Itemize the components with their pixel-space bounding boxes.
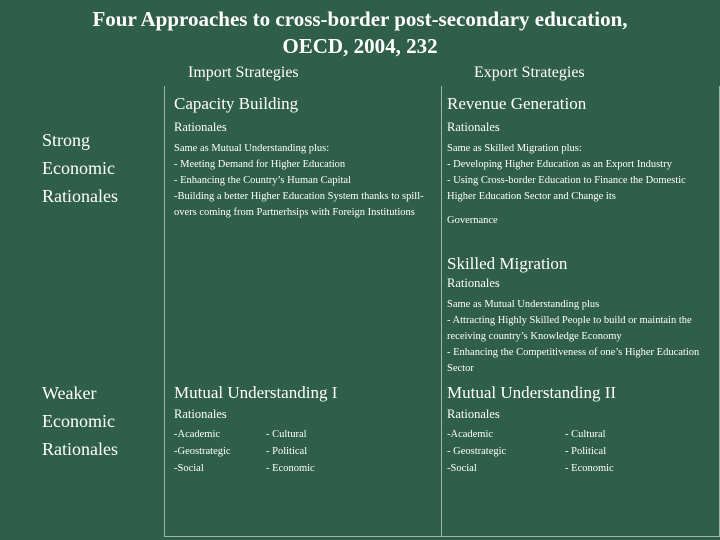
rationale-line: Same as Skilled Migration plus: <box>447 143 582 154</box>
rationale-line: - Developing Higher Education as an Export Industry <box>447 159 672 170</box>
rationale-line: - Enhancing the Country’s Human Capital <box>174 175 352 186</box>
title-line-2: OECD, 2004, 232 <box>282 34 438 58</box>
grid-divider <box>441 86 442 536</box>
row-label-line: Economic <box>42 411 115 431</box>
rationale-line: - Enhancing the Competitiveness of one’s Higher Education Sector <box>447 347 700 374</box>
capacity-rationales-list <box>174 141 434 221</box>
rationale-item: -Academic <box>447 429 494 440</box>
import-strategies-header: Import Strategies <box>188 64 299 81</box>
skilled-migration-heading: Skilled Migration <box>447 254 568 273</box>
rationale-item: - Cultural <box>266 429 307 440</box>
revenue-generation-cell <box>447 94 707 229</box>
rationale-item: -Social <box>174 463 204 474</box>
mutual-understanding-1-cell <box>174 383 434 477</box>
slide-title <box>20 6 700 60</box>
rationale-line: Same as Mutual Understanding plus: <box>174 143 330 154</box>
revenue-rationales-list <box>447 141 707 229</box>
mutual2-rationales-label: Rationales <box>447 407 500 421</box>
rationale-item: - Economic <box>266 463 315 474</box>
strong-economic-rationales-label <box>42 126 118 210</box>
rationale-item: -Geostrategic <box>174 446 231 457</box>
capacity-building-heading: Capacity Building <box>174 94 299 113</box>
title-line-1: Four Approaches to cross-border post-secondary education, <box>92 7 628 31</box>
mutual2-rationales-list <box>447 426 707 477</box>
weaker-economic-rationales-label <box>42 379 118 463</box>
rationale-line: - Meeting Demand for Higher Education <box>174 159 346 170</box>
rationale-line: - Attracting Highly Skilled People to build or maintain the receiving country’s Knowledge Economy <box>447 315 692 342</box>
row-label-line: Strong <box>42 130 91 150</box>
rationale-line: -Building a better Higher Education System thanks to spill-overs coming from Partnerhsips with Foreign Institutions <box>174 191 424 218</box>
rationale-item: - Economic <box>565 463 614 474</box>
rationale-item: - Cultural <box>565 429 606 440</box>
row-label-line: Economic <box>42 158 115 178</box>
capacity-building-cell <box>174 94 434 221</box>
skilled-migration-cell <box>447 254 707 377</box>
revenue-rationales-label: Rationales <box>447 120 500 134</box>
skilled-rationales-list <box>447 297 707 377</box>
rationale-item: -Academic <box>174 429 221 440</box>
revenue-generation-heading: Revenue Generation <box>447 94 587 113</box>
export-strategies-header: Export Strategies <box>474 64 585 81</box>
rationale-line: Governance <box>447 215 498 226</box>
row-label-line: Weaker <box>42 383 97 403</box>
row-label-line: Rationales <box>42 186 118 206</box>
rationale-item: - Political <box>266 446 308 457</box>
rationale-item: - Geostrategic <box>447 446 507 457</box>
row-label-line: Rationales <box>42 439 118 459</box>
mutual-understanding-2-heading: Mutual Understanding II <box>447 383 617 402</box>
rationale-line: Same as Mutual Understanding plus <box>447 299 600 310</box>
skilled-rationales-label: Rationales <box>447 276 500 290</box>
rationale-line: - Using Cross-border Education to Finance the Domestic Higher Education Sector and Change its <box>447 175 686 202</box>
mutual1-rationales-list <box>174 426 434 477</box>
mutual1-rationales-label: Rationales <box>174 407 227 421</box>
capacity-rationales-label: Rationales <box>174 120 227 134</box>
rationale-item: -Social <box>447 463 477 474</box>
mutual-understanding-2-cell <box>447 383 707 477</box>
mutual-understanding-1-heading: Mutual Understanding I <box>174 383 338 402</box>
rationale-item: - Political <box>565 446 607 457</box>
